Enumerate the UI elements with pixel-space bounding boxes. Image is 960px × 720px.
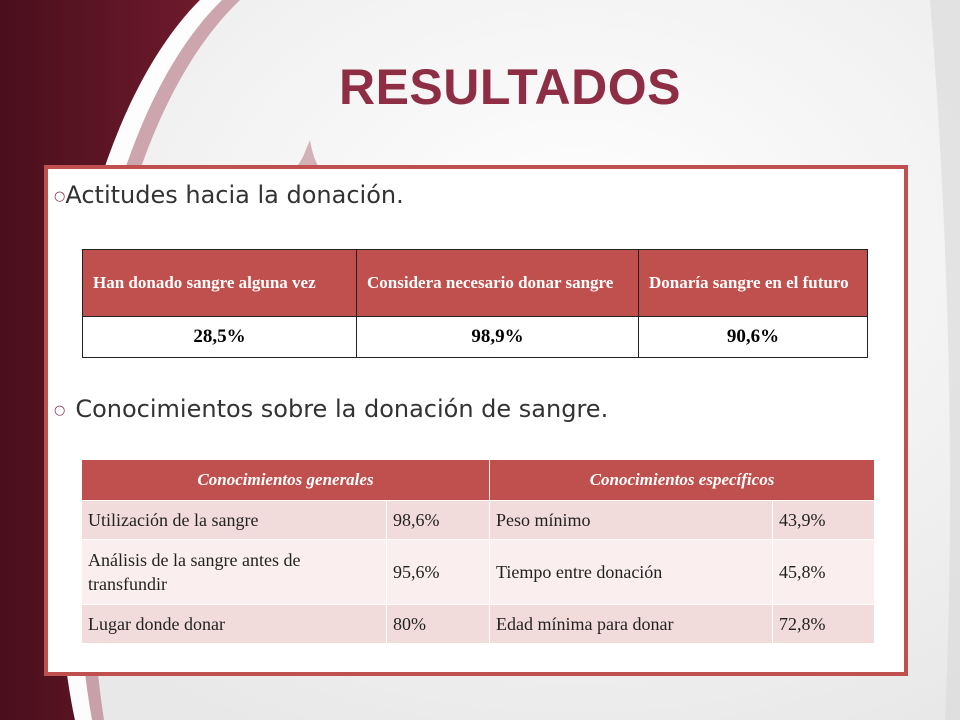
table-cell: 45,8%: [773, 540, 875, 605]
table-cell: 90,6%: [639, 317, 868, 358]
slide-title: RESULTADOS: [338, 59, 682, 115]
table-header-row: [82, 460, 875, 501]
table-cell: 98,9%: [357, 317, 639, 358]
table-cell: Tiempo entre donación: [490, 540, 773, 605]
knowledge-table: [81, 459, 875, 644]
table-row: [82, 540, 875, 605]
table-cell: 98,6%: [387, 501, 490, 540]
table-header-cell: Han donado sangre alguna vez: [83, 250, 357, 317]
table-header-cell: Conocimientos generales: [82, 460, 490, 501]
section-attitudes: [54, 181, 404, 209]
table-cell: 72,8%: [773, 605, 875, 644]
table-row: [82, 605, 875, 644]
table-row: [82, 501, 875, 540]
table-cell: 43,9%: [773, 501, 875, 540]
table-cell: 28,5%: [83, 317, 357, 358]
content-frame: [44, 165, 908, 676]
table-header-cell: Conocimientos específicos: [490, 460, 875, 501]
table-cell: Edad mínima para donar: [490, 605, 773, 644]
section-attitudes-heading: Actitudes hacia la donación.: [65, 181, 404, 209]
table-header-row: [83, 250, 868, 317]
section-knowledge: [54, 395, 608, 423]
table-cell: Peso mínimo: [490, 501, 773, 540]
table-cell: 95,6%: [387, 540, 490, 605]
table-cell: Análisis de la sangre antes de transfundir: [82, 540, 387, 605]
table-header-cell: Donaría sangre en el futuro: [639, 250, 868, 317]
table-cell: 80%: [387, 605, 490, 644]
table-cell: Lugar donde donar: [82, 605, 387, 644]
circle-bullet-icon: ○: [54, 402, 66, 418]
table-cell: Utilización de la sangre: [82, 501, 387, 540]
table-row: [83, 317, 868, 358]
table-header-cell: Considera necesario donar sangre: [357, 250, 639, 317]
attitudes-table: [82, 249, 868, 358]
circle-bullet-icon: ○: [54, 188, 66, 204]
section-knowledge-heading: Conocimientos sobre la donación de sangre.: [75, 395, 609, 423]
